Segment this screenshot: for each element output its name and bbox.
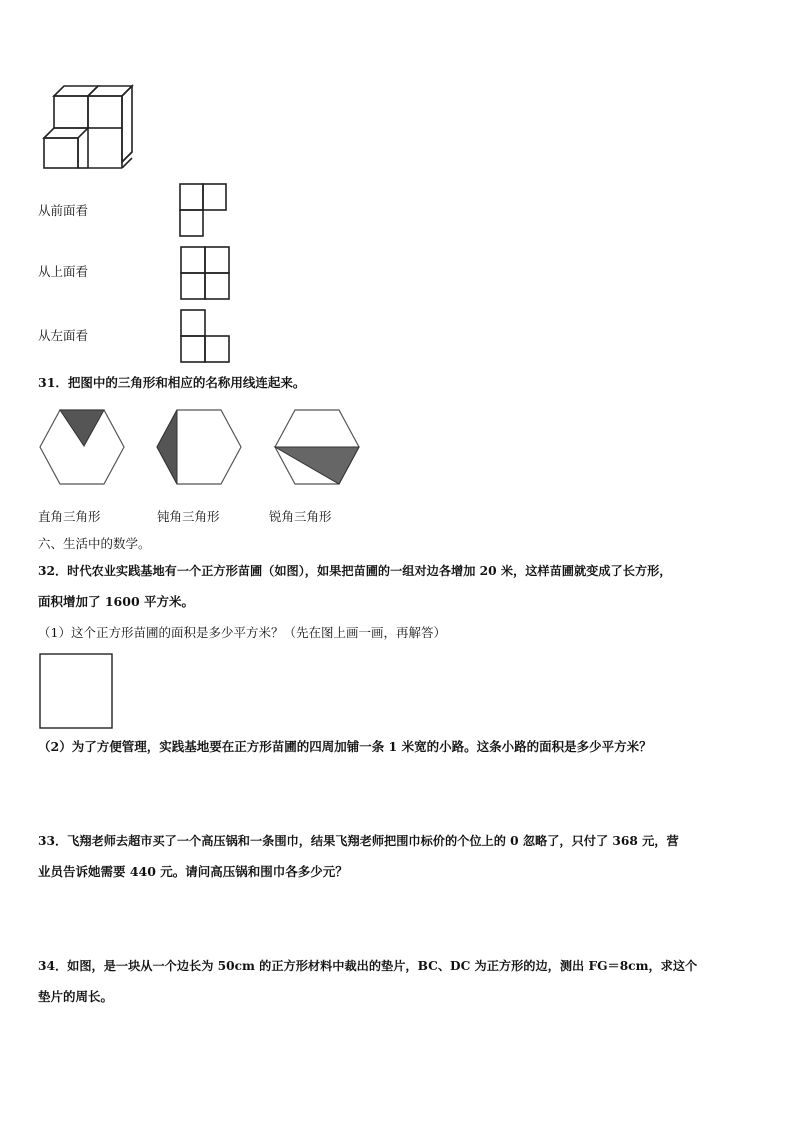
top-view-figure: [180, 246, 230, 300]
view-label-left: 从左面看: [38, 328, 89, 343]
view-label-top: 从上面看: [38, 264, 89, 279]
hexagon-figure-3: [273, 408, 361, 486]
question-34-line-1: 34．如图，是一块从一个边长为 50cm 的正方形材料中裁出的垫片，BC、DC 为正方形的边，测出 FG＝8cm，求这个: [38, 959, 698, 973]
question-32-line-2: 面积增加了 1600 平方米。: [38, 594, 194, 609]
triangle-name-acute: 锐角三角形: [269, 509, 332, 524]
hexagon-figure-1: [38, 408, 126, 486]
view-label-front: 从前面看: [38, 203, 89, 218]
cube-solid-figure: [38, 82, 134, 174]
question-33-line-1: 33．飞翔老师去超市买了一个高压锅和一条围巾，结果飞翔老师把围巾标价的个位上的 0 忽略了，只付了 368 元，营: [38, 834, 679, 848]
section-6-title: 六、生活中的数学。: [38, 536, 151, 551]
question-31-prompt: 31．把图中的三角形和相应的名称用线连起来。: [38, 375, 306, 390]
question-33-line-2: 业员告诉她需要 440 元。请问高压锅和围巾各多少元？: [38, 864, 348, 879]
triangle-name-obtuse: 钝角三角形: [157, 509, 220, 524]
hexagon-figure-2: [155, 408, 243, 486]
question-34-line-2: 垫片的周长。: [38, 989, 114, 1004]
question-32-part-2: （2）为了方便管理，实践基地要在正方形苗圃的四周加铺一条 1 米宽的小路。这条小路的面积是多少平方米？: [38, 739, 652, 754]
left-view-figure: [180, 309, 230, 363]
question-32-part-1: （1）这个正方形苗圃的面积是多少平方米？（先在图上画一画，再解答）: [38, 625, 446, 640]
question-32-line-1: 32．时代农业实践基地有一个正方形苗圃（如图），如果把苗圃的一组对边各增加 20 米，这样苗圃就变成了长方形，: [38, 564, 672, 578]
triangle-name-right: 直角三角形: [38, 509, 101, 524]
square-nursery-figure: [39, 653, 113, 729]
front-view-figure: [179, 183, 229, 237]
